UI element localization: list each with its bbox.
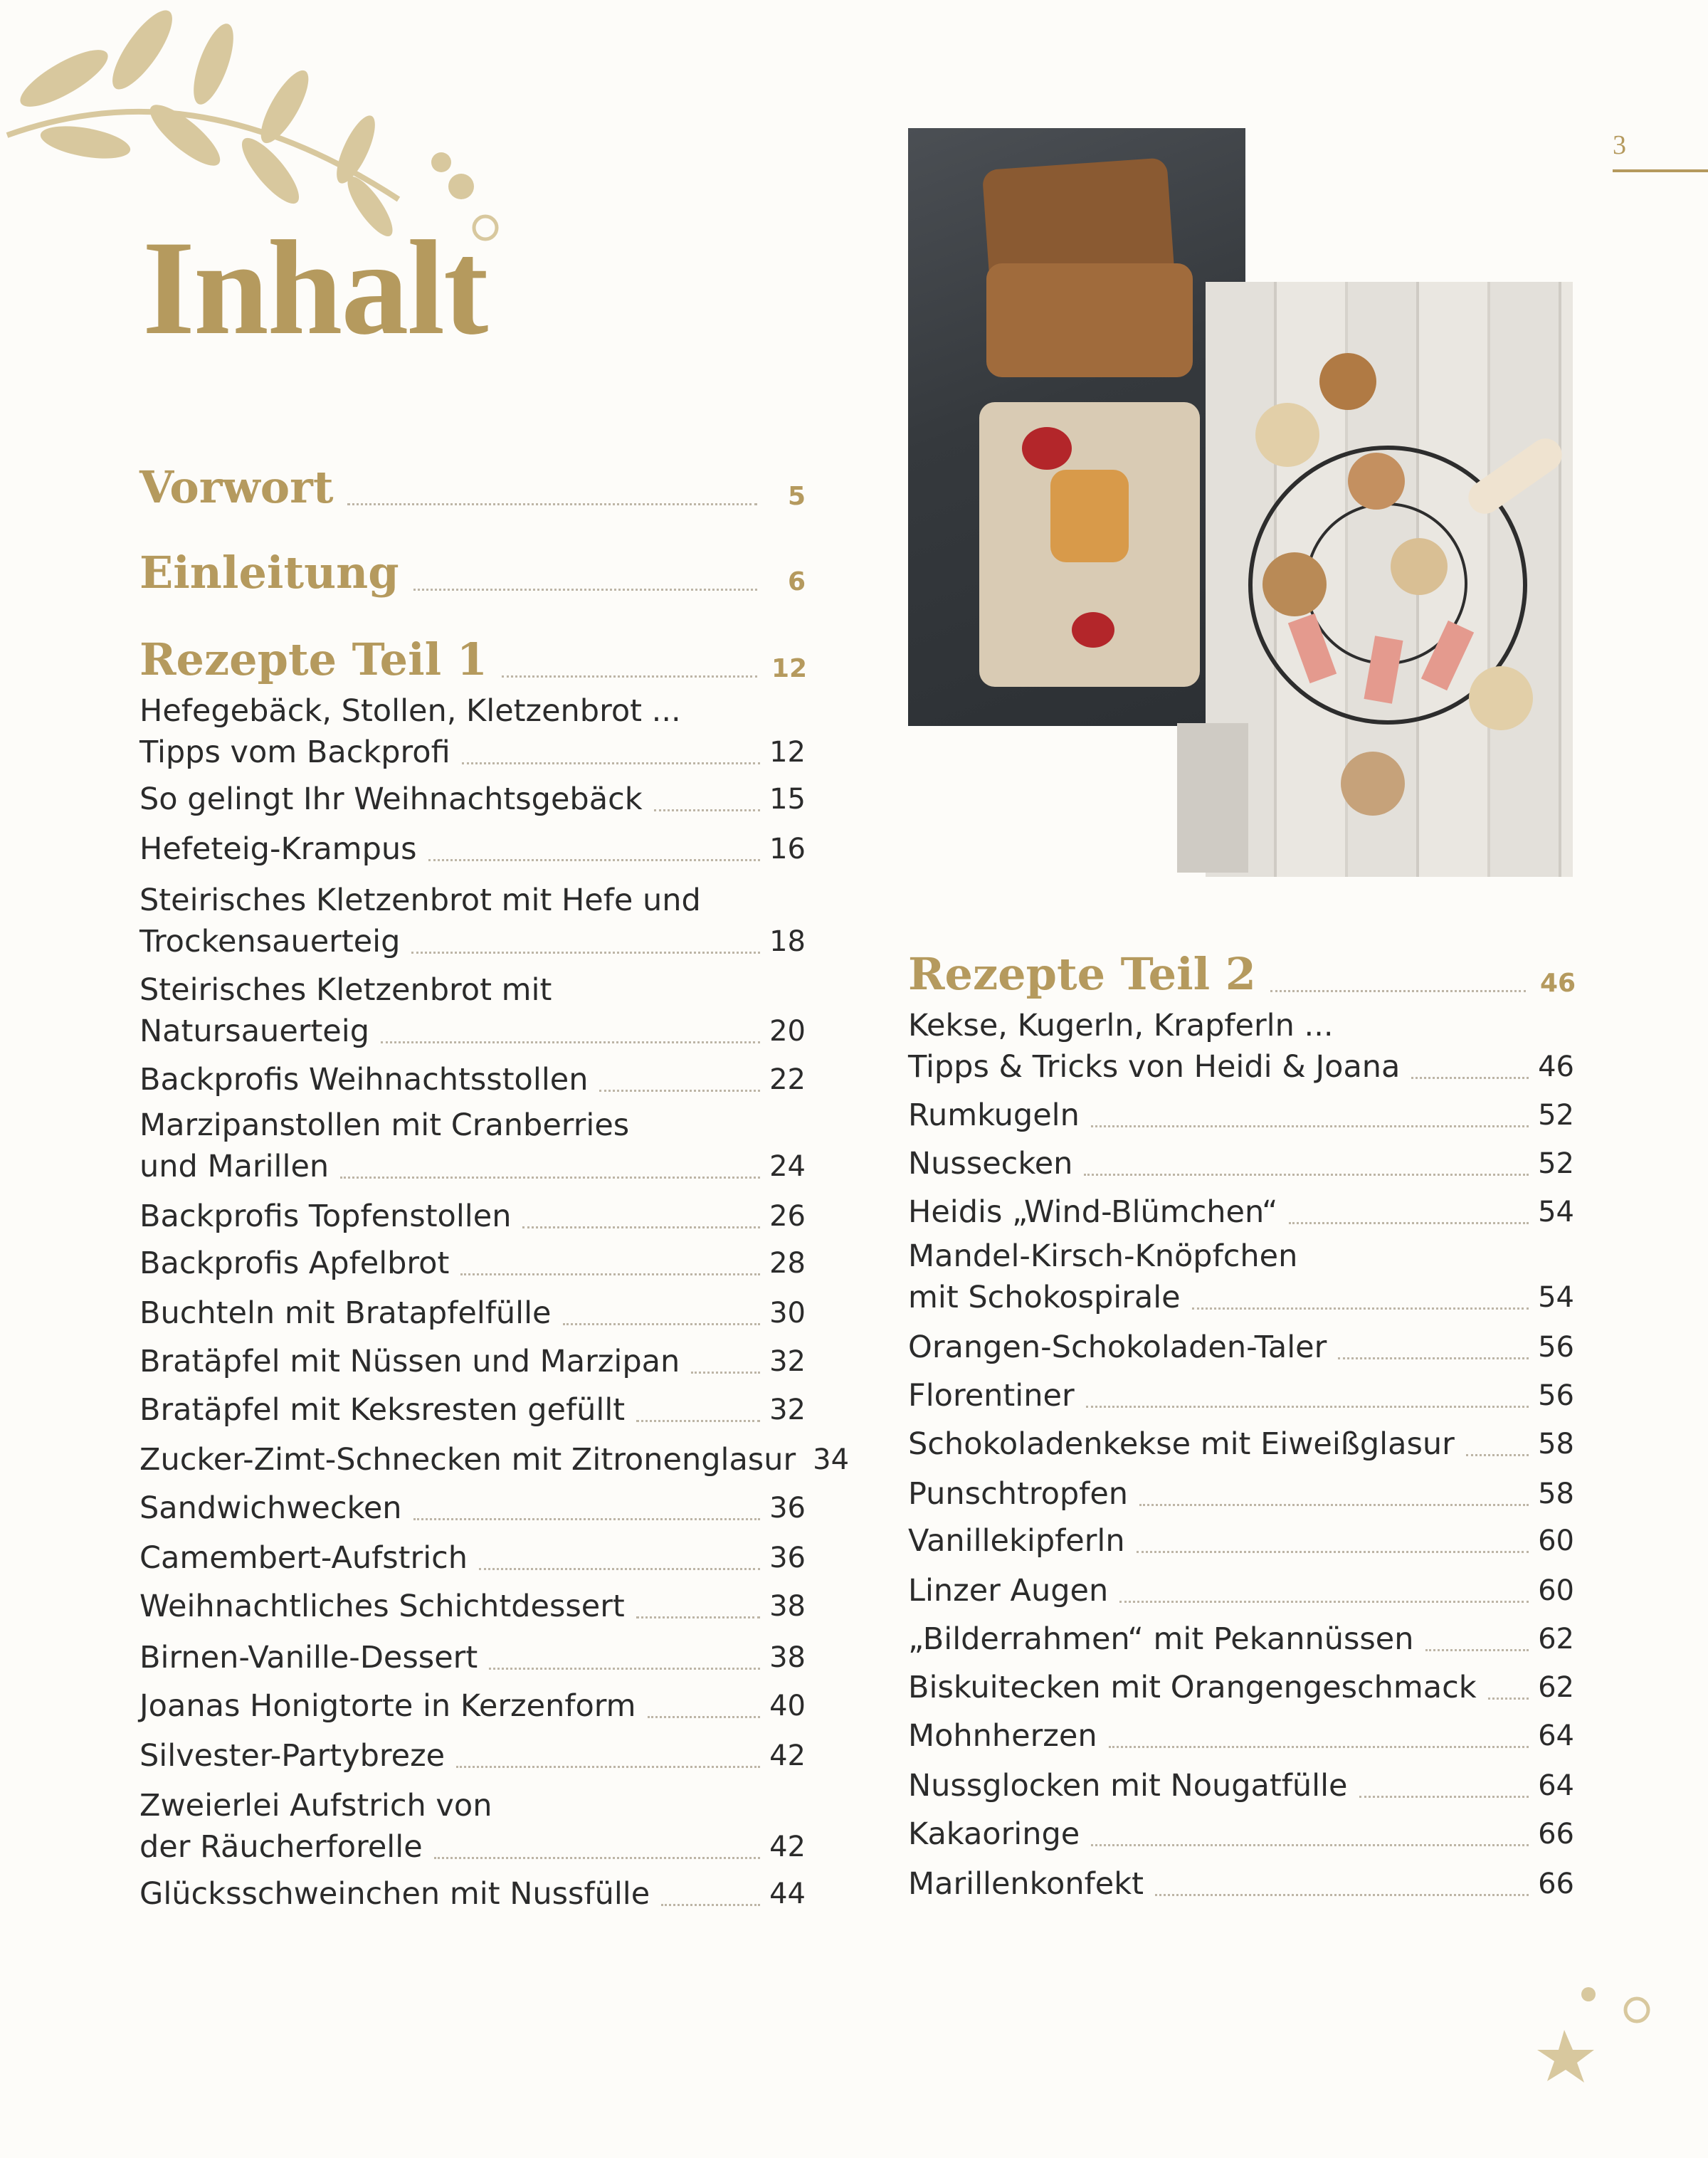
dot-leader — [1139, 1504, 1529, 1506]
entry-page-number: 44 — [769, 1878, 806, 1910]
dot-leader — [347, 503, 757, 505]
page-number: 3 — [1613, 130, 1626, 160]
section-page-number: 46 — [1540, 969, 1576, 998]
entry-title: Joanas Honigtorte in Kerzenform — [139, 1688, 636, 1724]
toc-entry[interactable] — [908, 1765, 1574, 1806]
entry-title: Linzer Augen — [908, 1573, 1109, 1609]
entry-title: Schokoladenkekse mit Eiweißglasur — [908, 1426, 1455, 1462]
toc-entry[interactable] — [908, 1236, 1574, 1318]
entry-page-number: 64 — [1538, 1720, 1574, 1752]
section-title: Rezepte Teil 2 — [908, 948, 1256, 1000]
toc-entry[interactable] — [139, 1196, 806, 1237]
toc-entry[interactable] — [908, 1473, 1574, 1515]
toc-entry[interactable] — [908, 1618, 1574, 1660]
toc-entry[interactable] — [908, 1667, 1574, 1708]
toc-entry[interactable] — [139, 690, 806, 773]
toc-entry[interactable] — [908, 1814, 1574, 1855]
dot-leader — [1109, 1746, 1529, 1748]
toc-section[interactable] — [908, 939, 1576, 1000]
dot-leader — [1137, 1551, 1529, 1553]
entry-title-line: Mandel-Kirsch-Knöpfchen — [908, 1238, 1298, 1274]
entry-title: Glücksschweinchen mit Nussfülle — [139, 1876, 650, 1912]
dot-leader — [1425, 1649, 1529, 1651]
entry-title: Backprofis Apfelbrot — [139, 1246, 450, 1281]
entry-page-number: 42 — [769, 1739, 806, 1772]
toc-entry[interactable] — [908, 1520, 1574, 1562]
entry-page-number: 18 — [769, 925, 806, 958]
dot-leader — [340, 1177, 760, 1179]
entry-page-number: 66 — [1538, 1818, 1574, 1851]
toc-entry[interactable] — [908, 1375, 1574, 1416]
entry-title: „Bilderrahmen“ mit Pekannüssen — [908, 1621, 1414, 1657]
page-title: Inhalt — [142, 214, 487, 363]
toc-entry[interactable] — [908, 1423, 1574, 1465]
entry-title: Rumkugeln — [908, 1098, 1080, 1133]
entry-page-number: 34 — [813, 1443, 850, 1476]
dot-leader — [563, 1323, 760, 1325]
toc-entry[interactable] — [139, 1873, 806, 1915]
dot-leader — [1084, 1174, 1529, 1176]
entry-page-number: 58 — [1538, 1478, 1574, 1510]
dot-leader — [502, 675, 757, 678]
entry-title: Nussglocken mit Nougatfülle — [908, 1768, 1348, 1804]
entry-page-number: 62 — [1538, 1671, 1574, 1704]
entry-title: Trockensauerteig — [139, 924, 401, 959]
entry-title: Tipps & Tricks von Heidi & Joana — [908, 1049, 1401, 1085]
dot-leader — [654, 809, 760, 811]
dot-leader — [1155, 1894, 1529, 1896]
toc-section[interactable] — [139, 625, 808, 685]
entry-title: Buchteln mit Bratapfelfülle — [139, 1295, 552, 1331]
entry-page-number: 16 — [769, 833, 806, 865]
entry-title: Biskuitecken mit Orangengeschmack — [908, 1670, 1477, 1705]
dot-leader — [1091, 1844, 1529, 1846]
entry-title-line: Kekse, Kugerln, Krapferln ... — [908, 1008, 1334, 1043]
dot-leader — [462, 762, 760, 764]
dot-leader — [413, 589, 757, 591]
entry-page-number: 32 — [769, 1345, 806, 1378]
section-title: Rezepte Teil 1 — [139, 633, 487, 685]
entry-page-number: 66 — [1538, 1868, 1574, 1900]
entry-page-number: 28 — [769, 1247, 806, 1280]
section-title: Vorwort — [139, 461, 334, 513]
entry-page-number: 22 — [769, 1063, 806, 1096]
entry-page-number: 60 — [1538, 1574, 1574, 1607]
dot-leader — [1086, 1406, 1529, 1408]
entry-title: Hefeteig-Krampus — [139, 831, 417, 867]
entry-title: Natursauerteig — [139, 1014, 370, 1049]
entry-title: mit Schokospirale — [908, 1280, 1181, 1315]
entry-page-number: 58 — [1538, 1428, 1574, 1460]
toc-entry[interactable] — [139, 1785, 806, 1868]
entry-title: Vanillekipferln — [908, 1523, 1125, 1559]
toc-entry[interactable] — [139, 1488, 806, 1529]
stollen-photo — [908, 128, 1245, 726]
entry-title-line: Steirisches Kletzenbrot mit Hefe und — [139, 883, 701, 918]
toc-entry[interactable] — [908, 1095, 1574, 1136]
entry-title: Bratäpfel mit Nüssen und Marzipan — [139, 1344, 680, 1379]
entry-page-number: 36 — [769, 1492, 806, 1525]
entry-page-number: 26 — [769, 1200, 806, 1233]
toc-entry[interactable] — [139, 1439, 850, 1480]
entry-title: Silvester-Partybreze — [139, 1738, 446, 1774]
dot-leader — [413, 1518, 760, 1520]
dot-leader — [1091, 1125, 1529, 1127]
dot-leader — [661, 1904, 760, 1906]
dot-leader — [434, 1857, 760, 1859]
entry-page-number: 38 — [769, 1590, 806, 1623]
entry-page-number: 40 — [769, 1690, 806, 1722]
entry-title: Nussecken — [908, 1146, 1073, 1181]
toc-section[interactable] — [139, 453, 806, 513]
entry-title: So gelingt Ihr Weihnachtsgebäck — [139, 781, 643, 817]
entry-page-number: 15 — [769, 783, 806, 816]
entry-page-number: 36 — [769, 1542, 806, 1574]
entry-page-number: 54 — [1538, 1281, 1574, 1314]
entry-title: Bratäpfel mit Keksresten gefüllt — [139, 1392, 626, 1428]
entry-title: Mohnherzen — [908, 1718, 1097, 1754]
dot-leader — [411, 952, 760, 954]
entry-title: der Räucherforelle — [139, 1829, 423, 1865]
dot-leader — [456, 1766, 760, 1768]
section-page-number: 12 — [771, 654, 808, 683]
entry-title: Orangen-Schokoladen-Taler — [908, 1330, 1327, 1365]
toc-entry[interactable] — [908, 1715, 1574, 1757]
toc-entry[interactable] — [139, 779, 806, 820]
dot-leader — [1411, 1077, 1529, 1079]
dot-leader — [381, 1041, 760, 1043]
entry-page-number: 46 — [1538, 1051, 1574, 1083]
toc-entry[interactable] — [139, 1059, 806, 1100]
dot-leader — [648, 1716, 760, 1718]
toc-entry[interactable] — [908, 1863, 1574, 1905]
toc-entry[interactable] — [908, 1005, 1574, 1088]
section-page-number: 6 — [787, 567, 806, 596]
toc-entry[interactable] — [139, 1293, 806, 1334]
entry-title: Tipps vom Backprofi — [139, 735, 450, 770]
entry-page-number: 38 — [769, 1641, 806, 1674]
entry-title-line: Marzipanstollen mit Cranberries — [139, 1107, 630, 1143]
toc-entry[interactable] — [908, 1327, 1574, 1368]
entry-title-line: Zweierlei Aufstrich von — [139, 1788, 492, 1823]
dot-leader — [636, 1420, 760, 1422]
section-page-number: 5 — [787, 482, 806, 511]
entry-title: Weihnachtliches Schichtdessert — [139, 1589, 625, 1624]
entry-page-number: 54 — [1538, 1196, 1574, 1228]
entry-title: Zucker-Zimt-Schnecken mit Zitronenglasur — [139, 1442, 796, 1478]
entry-title: und Marillen — [139, 1149, 330, 1184]
section-title: Einleitung — [139, 547, 399, 599]
toc-entry[interactable] — [139, 1735, 806, 1777]
entry-title: Kakaoringe — [908, 1816, 1080, 1852]
dot-leader — [479, 1568, 760, 1570]
toc-entry[interactable] — [139, 1685, 806, 1727]
entry-page-number: 56 — [1538, 1379, 1574, 1412]
dot-leader — [489, 1668, 760, 1670]
toc-entry[interactable] — [139, 1105, 806, 1187]
entry-page-number: 12 — [769, 736, 806, 769]
toc-entry[interactable] — [139, 969, 806, 1052]
entry-page-number: 24 — [769, 1150, 806, 1183]
page-number-rule — [1613, 169, 1708, 172]
toc-entry[interactable] — [908, 1191, 1574, 1233]
dot-leader — [636, 1616, 760, 1618]
toc-entry[interactable] — [139, 1586, 806, 1627]
toc-entry[interactable] — [908, 1143, 1574, 1184]
entry-title: Backprofis Weihnachtsstollen — [139, 1062, 589, 1098]
entry-page-number: 32 — [769, 1394, 806, 1426]
dot-leader — [1338, 1357, 1529, 1359]
entry-title: Sandwichwecken — [139, 1490, 402, 1526]
dot-leader — [691, 1372, 760, 1374]
dot-leader — [599, 1090, 760, 1092]
toc-entry[interactable] — [139, 828, 806, 870]
entry-page-number: 64 — [1538, 1769, 1574, 1802]
entry-page-number: 60 — [1538, 1525, 1574, 1557]
dot-leader — [460, 1273, 760, 1275]
star-decoration-icon — [1530, 1979, 1672, 2093]
entry-page-number: 20 — [769, 1015, 806, 1048]
entry-title: Marillenkonfekt — [908, 1866, 1144, 1902]
dot-leader — [1192, 1307, 1529, 1310]
toc-entry[interactable] — [139, 1537, 806, 1579]
entry-title: Camembert-Aufstrich — [139, 1540, 468, 1576]
entry-page-number: 62 — [1538, 1623, 1574, 1656]
entry-title: Backprofis Topfenstollen — [139, 1199, 512, 1234]
toc-entry[interactable] — [139, 880, 806, 962]
toc-entry[interactable] — [908, 1570, 1574, 1611]
entry-page-number: 52 — [1538, 1099, 1574, 1132]
toc-entry[interactable] — [139, 1389, 806, 1431]
cookies-photo — [1206, 282, 1573, 877]
dot-leader — [1488, 1698, 1529, 1700]
toc-section[interactable] — [139, 538, 806, 599]
toc-entry[interactable] — [139, 1243, 806, 1284]
entry-title-line: Steirisches Kletzenbrot mit — [139, 972, 552, 1008]
entry-title: Punschtropfen — [908, 1476, 1129, 1512]
toc-entry[interactable] — [139, 1637, 806, 1678]
dot-leader — [1359, 1796, 1529, 1798]
dot-leader — [1289, 1222, 1529, 1224]
entry-title-line: Hefegebäck, Stollen, Kletzenbrot ... — [139, 693, 681, 729]
entry-page-number: 52 — [1538, 1147, 1574, 1180]
entry-title: Birnen-Vanille-Dessert — [139, 1640, 478, 1675]
entry-title: Heidis „Wind-Blümchen“ — [908, 1194, 1278, 1230]
dot-leader — [522, 1226, 760, 1228]
toc-entry[interactable] — [139, 1341, 806, 1382]
entry-page-number: 42 — [769, 1831, 806, 1863]
entry-title: Florentiner — [908, 1378, 1075, 1414]
dot-leader — [1119, 1601, 1529, 1603]
entry-page-number: 30 — [769, 1297, 806, 1330]
dot-leader — [428, 859, 760, 861]
entry-page-number: 56 — [1538, 1331, 1574, 1364]
dot-leader — [1466, 1454, 1529, 1456]
dot-leader — [1270, 990, 1526, 992]
